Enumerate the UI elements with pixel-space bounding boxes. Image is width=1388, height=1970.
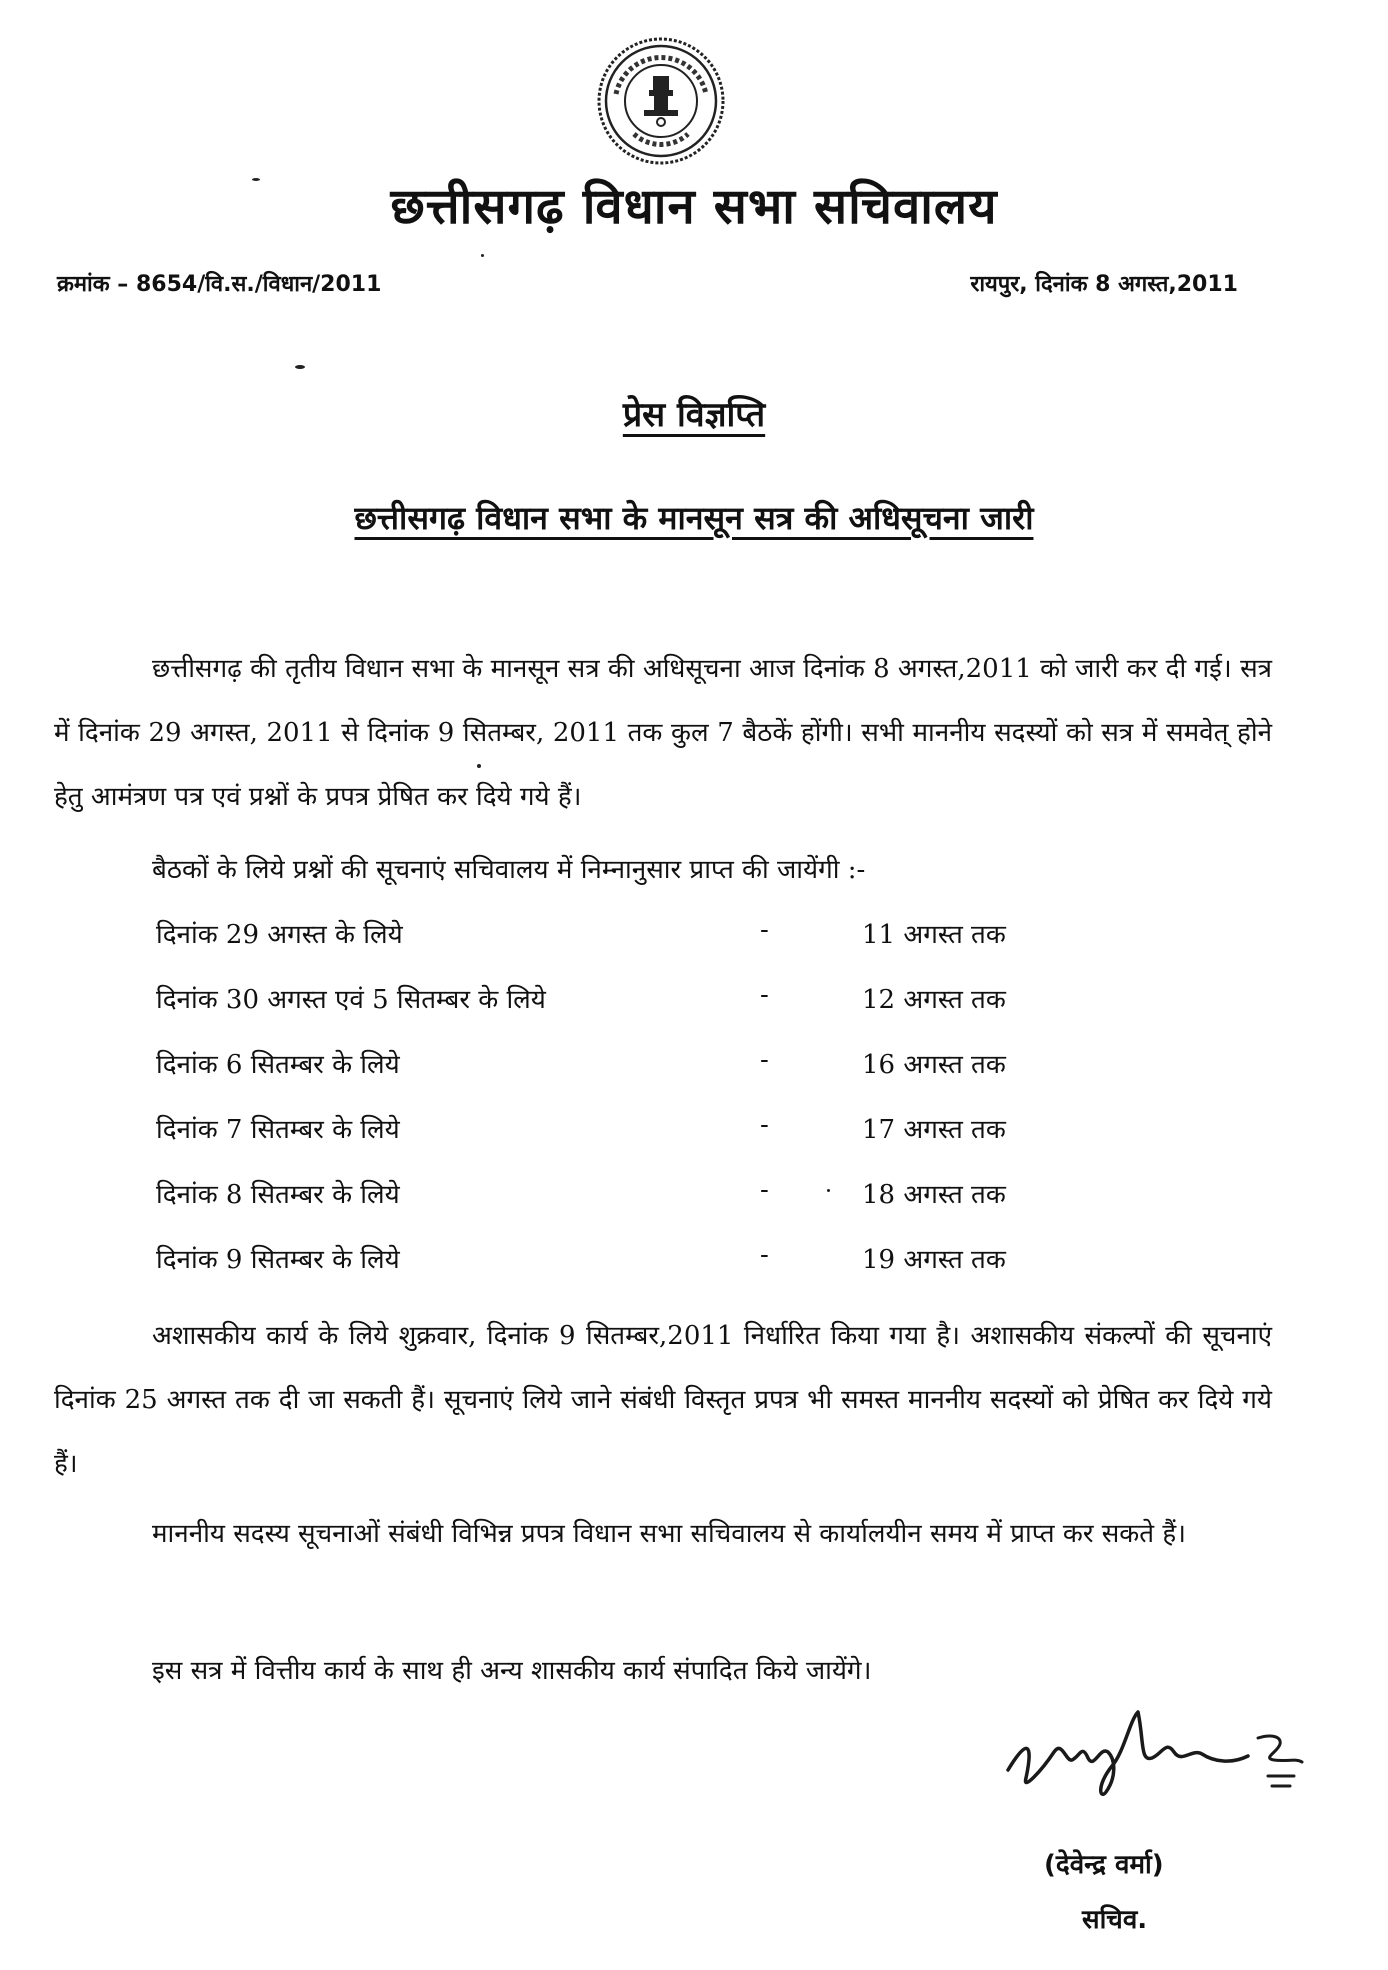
paragraph-question-notices: बैठकों के लिये प्रश्नों की सूचनाएं सचिवालय में निम्नानुसार प्राप्त की जायेंगी :- [152,855,866,885]
sitting-date: दिनांक 8 सितम्बर के लिये [156,1180,400,1210]
schedule-row [0,970,1388,1030]
scan-speck [477,764,481,768]
notice-deadline: 17 अगस्त तक [862,1115,1006,1145]
schedule-row [0,905,1388,965]
notice-deadline: 18 अगस्त तक [862,1180,1006,1210]
sitting-date: दिनांक 6 सितम्बर के लिये [156,1050,400,1080]
press-release-heading: प्रेस विज्ञप्ति [622,395,766,435]
notice-deadline: 11 अगस्त तक [862,920,1006,950]
notice-deadline: 19 अगस्त तक [862,1245,1006,1275]
schedule-row [0,1100,1388,1160]
dash-separator: - [760,1240,769,1270]
paragraph-forms-availability: माननीय सदस्य सूचनाओं संबंधी विभिन्न प्रपत्र विधान सभा सचिवालय से कार्यालयीन समय में प्राप्त कर सकते हैं। [152,1519,1187,1549]
assembly-seal-emblem-icon [594,34,728,168]
place-and-date: रायपुर, दिनांक 8 अगस्त,2011 [970,272,1238,297]
press-release-subject: छत्तीसगढ़ विधान सभा के मानसून सत्र की अधिसूचना जारी [354,499,1034,537]
scan-speck [481,254,484,257]
schedule-row [0,1230,1388,1290]
signatory-name: (देवेन्द्र वर्मा) [1044,1850,1164,1880]
paragraph-session-notification: छत्तीसगढ़ की तृतीय विधान सभा के मानसून सत्र की अधिसूचना आज दिनांक 8 अगस्त,2011 को जारी कर दी गई। सत्र में दिनांक 29 अगस्त, 2011 से दिनांक 9 सितम्बर, 2011 तक कुल 7 बैठकें होंगी। सभी माननीय सदस्यों को सत्र में समवेत् होने हेतु आमंत्रण पत्र एवं प्रश्नों के प्रपत्र प्रेषित कर दिये गये हैं। [54,654,1272,812]
handwritten-signature-icon [996,1700,1336,1810]
dash-separator: - [760,980,769,1010]
sitting-date: दिनांक 9 सितम्बर के लिये [156,1245,400,1275]
dash-separator: - [760,1175,769,1205]
signatory-designation: सचिव. [1082,1905,1148,1935]
sitting-date: दिनांक 29 अगस्त के लिये [156,920,403,950]
sitting-date: दिनांक 30 अगस्त एवं 5 सितम्बर के लिये [156,985,546,1015]
sitting-date: दिनांक 7 सितम्बर के लिये [156,1115,400,1145]
dash-separator: - [760,1110,769,1140]
notice-deadline: 16 अगस्त तक [862,1050,1006,1080]
schedule-row [0,1035,1388,1095]
dash-separator: - [760,915,769,945]
reference-number: क्रमांक – 8654/वि.स./विधान/2011 [57,272,382,297]
office-title: छत्तीसगढ़ विधान सभा सचिवालय [390,178,998,235]
paragraph-non-official-business: अशासकीय कार्य के लिये शुक्रवार, दिनांक 9 सितम्बर,2011 निर्धारित किया गया है। अशासकीय संकल्पों की सूचनाएं दिनांक 25 अगस्त तक दी जा सकती हैं। सूचनाएं लिये जाने संबंधी विस्तृत प्रपत्र भी समस्त माननीय सदस्यों को प्रेषित कर दिये गये हैं। [54,1321,1272,1479]
scan-speck [252,178,260,181]
notice-deadline: 12 अगस्त तक [862,985,1006,1015]
scan-speck [827,1189,830,1192]
schedule-row [0,1165,1388,1225]
scan-speck [295,365,305,369]
paragraph-financial-business: इस सत्र में वित्तीय कार्य के साथ ही अन्य शासकीय कार्य संपादित किये जायेंगे। [152,1656,872,1686]
dash-separator: - [760,1045,769,1075]
